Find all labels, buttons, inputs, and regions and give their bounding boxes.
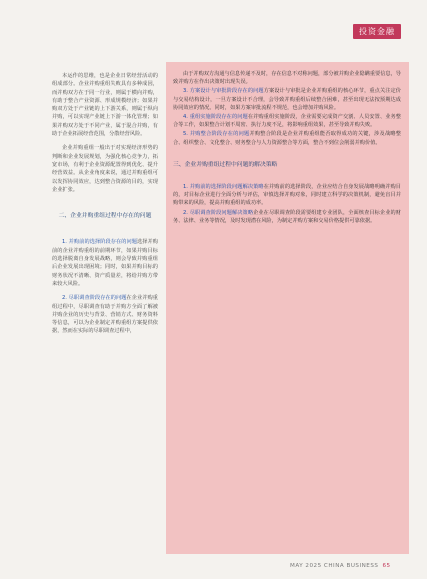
top-bar [0, 0, 427, 40]
sub2-title: 2. 尽职调查阶段存在的问题 [62, 295, 127, 302]
p3-text: 方案设计与审批是企业并购重组的核心环节，重点关注定价与交易结构设计，一旦方案设计不合理，会导致并购重组后续整合困难，甚至出现无法按预期达成协同效应的情况。同时，如果方案审批流程不规范，也会增加并购风险。 [173, 88, 401, 111]
left-paragraph-1: 本运作的思维，也是企业日常经营活动的组成部分。企业并购重组失败具有多种成因，而并购双方在于同一行业，则属于横向并购，有助于整合产业资源、形成规模经济；如果并购双方处于产业链的上下游关系，则属于纵向并购，可以实现产业链上下游一体化管理；如果并购双方处于不同产业，属于混合并购，有助于企业拓展经营范围，分散经营风险。 [52, 73, 158, 138]
panel-s2 [173, 209, 401, 225]
s2-text: 企业在尽职调查阶段需要组建专业团队，全面核查目标企业的财务、法律、业务等情况，及时发现潜在风险，为制定并购方案和交易价格提供可靠依据。 [173, 209, 401, 224]
s1-text: 在并购前的选择阶段，企业应结合自身发展战略明确并购目的，对目标企业进行全面分析与评估，审慎选择并购对象，同时建立科学的决策机制，避免盲目并购带来的风险，提高并购重组的成功率。 [173, 184, 401, 207]
panel-p4 [173, 113, 401, 129]
p4-text: 在并购重组实施阶段，企业需要完成资产交割、人员安置、业务整合等工作，如果整合计划不周密、执行力度不足，将影响重组效果，甚至导致并购失败。 [173, 114, 401, 129]
p5-text: 并购整合阶段是企业并购重组能否取得成功的关键，涉及战略整合、组织整合、文化整合、财务整合与人力资源整合等方面，整合不到位会削弱并购价值。 [173, 131, 401, 146]
left-paragraph-2: 企业并购重组一般出于对实现经济形势的判断和企业发展规划，为强化核心竞争力，拓宽市场，有利于企业资源配置得到优化、提升经营效益。从企业角度来说，通过并购重组可以发挥协同效应，达到整合资源的目的，实现企业扩张。 [52, 145, 158, 193]
p4-title: 4. 重组实施阶段存在的问题 [183, 114, 248, 121]
sub1-title: 1. 并购前的选择阶段存在的问题 [62, 239, 138, 246]
panel-content [173, 70, 401, 226]
panel-p5 [173, 130, 401, 146]
p5-title: 5. 并购整合阶段存在的问题 [183, 131, 250, 138]
sub2 [52, 294, 158, 335]
panel-s1 [173, 183, 401, 208]
sub1 [52, 238, 158, 288]
journal-name: MAY 2025 CHINA BUSINESS [290, 563, 379, 569]
section-heading-2: 二、企业并购重组过程中存在的问题 [58, 213, 152, 220]
panel-p3 [173, 87, 401, 112]
s2-title: 2. 尽职调查阶段问题解决策略 [183, 209, 254, 216]
page-number: 65 [382, 563, 391, 569]
sub1-text: 选择并购前的企业并购重组的前期环节，如果并购目标的选择脱离自身发展战略，则会导致并购重组后企业发展出现困境；同时，如果并购目标的财务状况不清晰、资产质量差，将给并购方带来较大风险。 [52, 239, 158, 287]
section-tag: 投资金融 [353, 24, 401, 39]
panel-intro: 由于并购双方沟通与信息传递不及时，存在信息不对称问题，部分被并购企业隐瞒重要信息，导致并购方在作出决策时出现失误。 [173, 71, 401, 86]
section-heading-3: 三、企业并购重组过程中问题的解决策略 [173, 161, 278, 168]
sub2-text: 在企业并购重组过程中，尽职调查有助于并购方全面了解被并购企业的历史与背景、营销方式、财务资料等信息，可以为企业制定并购重组方案提供依据，然而在实际的尽职调查过程中， [52, 295, 158, 335]
footer [290, 563, 391, 569]
p3-title: 3. 方案设计与审批阶段存在的问题 [183, 88, 264, 95]
s1-title: 1. 并购前的选择阶段问题解决策略 [183, 184, 264, 191]
left-column [52, 72, 158, 542]
